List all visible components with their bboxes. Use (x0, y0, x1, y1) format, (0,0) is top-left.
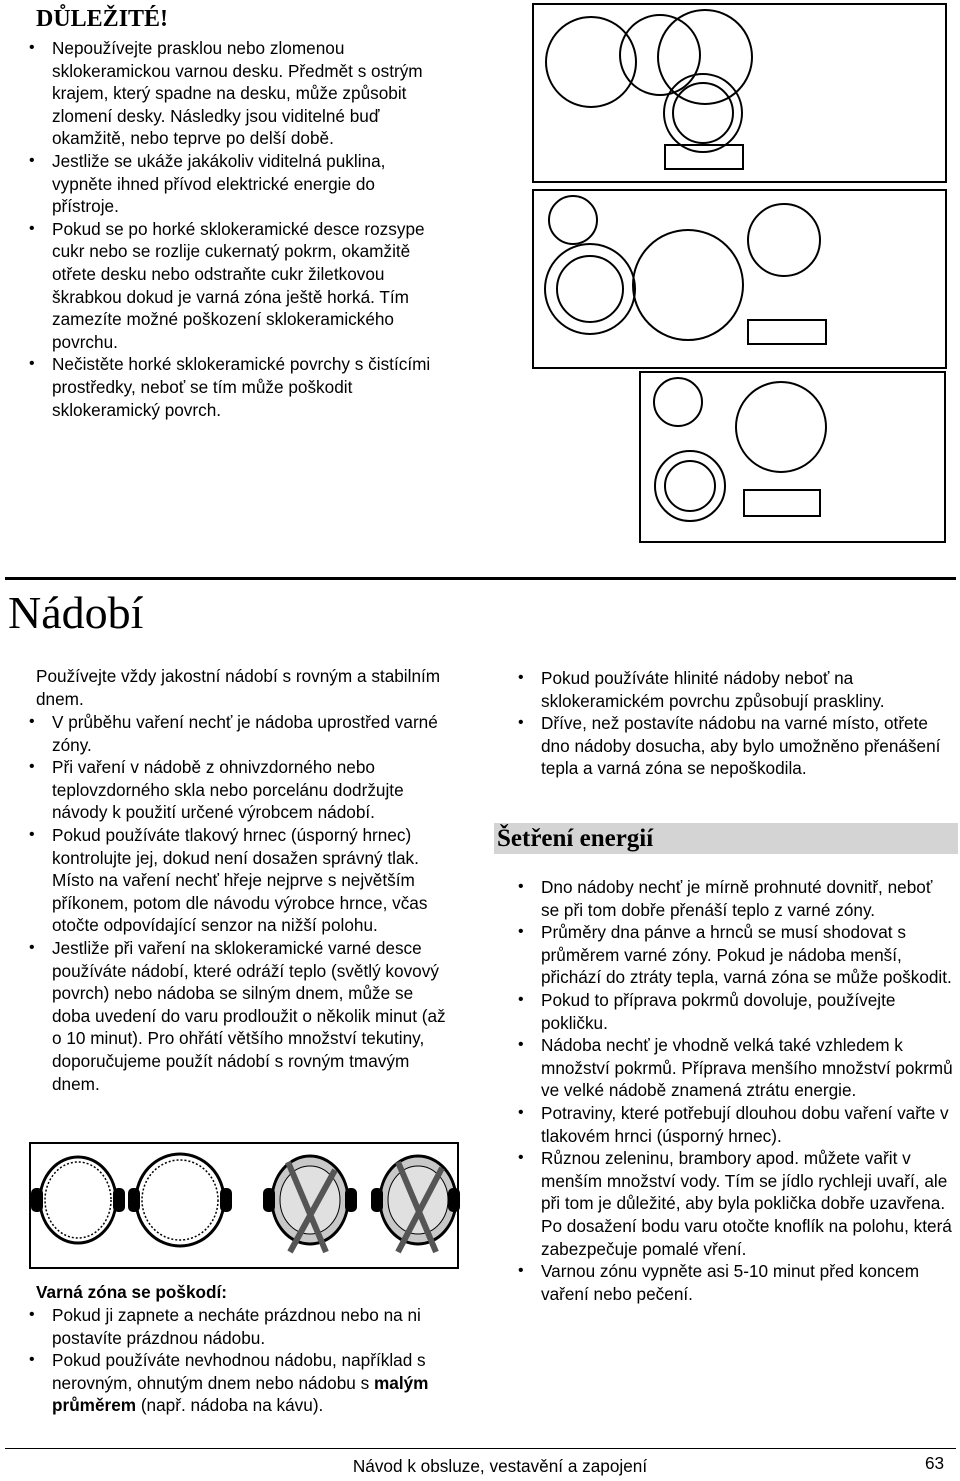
hob-3-zone-bottom-left-inner (665, 461, 715, 511)
important-item-3: • Pokud se po horké sklokeramické desce rozsype cukr nebo se rozlije cukernatý pokrm, okamžitě otřete desku nebo odstraňte cukr žiletkovou škrabkou dokud je varná zóna ještě horká. Tím zamezíte možné poškození sklokeramického povrchu. (36, 218, 431, 354)
pot-placement-illustration (0, 1140, 470, 1275)
energy-item-6: • Různou zeleninu, brambory apod. můžete vařit v menším množství vody. Tím se jídlo rychleji uvaří, ale při tom je důležité, aby byla poklička dobře uzavřena. Po dosažení bodu varu otočte knoflík na polohu, která zabezpečuje pomalé vření. (525, 1147, 955, 1260)
pot-wrong-1 (263, 1156, 357, 1252)
hob-1-control-panel (665, 145, 743, 169)
cookware-item-3: • Pokud používáte tlakový hrnec (úsporný hrnec) kontrolujte jej, dokud není dosažen správný tlak. Místo na vaření nechť hřeje nejprve s největším příkonem, potom dle návodu výrobce hrnce, včas otočte odpovídající senzor na nižší polohu. (36, 824, 446, 937)
hob-2-zone-right (748, 204, 820, 276)
damage-item-2-bold: malým průměrem (52, 1372, 429, 1416)
energy-item-4: • Nádoba nechť je vhodně velká také vzhledem k množství pokrmů. Příprava menšího množství pokrmů ve velké nádobě znamená ztrátu energie. (525, 1034, 955, 1102)
important-item-2: • Jestliže se ukáže jakákoliv viditelná puklina, vypněte ihned přívod elektrické energie do přístroje. (36, 150, 431, 218)
important-heading: DŮLEŽITÉ! (36, 6, 169, 32)
cookware-heading: Nádobí (8, 587, 144, 638)
damage-item-1: • Pokud ji zapnete a necháte prázdnou nebo na ni postavíte prázdnou nádobu. (36, 1304, 456, 1349)
hob-2-zone-center (633, 230, 743, 340)
energy-item-1: • Dno nádoby nechť je mírně prohnuté dovnitř, neboť se při tom dobře přenáší teplo z varné zóny. (525, 876, 955, 921)
cookware-intro: Používejte vždy jakostní nádobí s rovným a stabilním dnem. (36, 666, 441, 709)
energy-item-2: • Průměry dna pánve a hrnců se musí shodovat s průměrem varné zóny. Pokud je nádoba menší, přichází do ztráty tepla, varná zóna se může poškodit. (525, 921, 955, 989)
section-rule-top (5, 577, 956, 580)
hob-1-zone-bottom-inner (673, 83, 733, 143)
hob-2-zone-top-left (549, 196, 597, 244)
cookware-item-1: • V průběhu vaření nechť je nádoba uprostřed varné zóny. (36, 711, 446, 756)
energy-list (525, 876, 955, 1305)
cookware-item-2: • Při vaření v nádobě z ohnivzdorného nebo teplovzdorného skla nebo porcelánu dodržujte návody k použití určené výrobcem nádobí. (36, 756, 446, 824)
energy-item-7: • Varnou zónu vypněte asi 5-10 minut před koncem vaření nebo pečení. (525, 1260, 955, 1305)
cookware-item-4: • Jestliže při vaření na sklokeramické varné desce používáte nádobí, které odráží teplo (světlý kovový povrch) nebo nádoba se silným dnem, může se doba uvedení do varu prodloužit o několik minut (až o 10 minut). Pro ohřátí většího množství tekutiny, doporučujeme použít nádobí s rovným tmavým dnem. (36, 937, 446, 1095)
hob-3-zone-right (736, 382, 826, 472)
hob-2-zone-bottom-left-outer (545, 244, 635, 334)
hob-layout-diagrams (0, 0, 960, 560)
hob-2-outline (533, 190, 946, 368)
right-item-2: • Dříve, než postavíte nádobu na varné místo, otřete dno nádoby dosucha, aby bylo umožněno přenášení tepla a varná zóna se nepoškodila. (525, 712, 955, 780)
footer-text: Návod k obsluze, vestavění a zapojení (352, 1456, 648, 1476)
damage-heading: Varná zóna se poškodí: (36, 1282, 228, 1302)
right-cookware-list (525, 667, 955, 780)
energy-item-3: • Pokud to příprava pokrmů dovoluje, používejte pokličku. (525, 989, 955, 1034)
hob-2-control-panel (748, 320, 826, 344)
right-item-1: • Pokud používáte hlinité nádoby neboť na sklokeramickém povrchu způsobují praskliny. (525, 667, 955, 712)
energy-heading: Šetření energií (494, 823, 958, 854)
energy-item-5: • Potraviny, které potřebují dlouhou dobu vaření vařte v tlakovém hrnci (úsporný hrnec). (525, 1102, 955, 1147)
important-item-1: • Nepoužívejte prasklou nebo zlomenou sklokeramickou varnou desku. Předmět s ostrým krajem, který spadne na desku, může způsobit zlomení desky. Následky jsou viditelné buď okamžitě, nebo teprve po delší době. (36, 37, 431, 150)
pot-correct-1 (31, 1157, 125, 1243)
pot-wrong-2 (371, 1156, 460, 1252)
hob-1-outline (533, 4, 946, 182)
hob-1-zone-bottom-outer (664, 74, 742, 152)
hob-2-zone-bottom-left-inner (557, 256, 623, 322)
damage-list (36, 1304, 456, 1417)
important-item-4: • Nečistěte horké sklokeramické povrchy s čistícími prostředky, neboť se tím může poškodit sklokeramický povrch. (36, 353, 431, 421)
page-number: 63 (925, 1453, 945, 1473)
damage-item-2: • Pokud používáte nevhodnou nádobu, například s nerovným, ohnutým dnem nebo nádobu s malým průměrem (např. nádoba na kávu). (36, 1349, 456, 1417)
cookware-list (36, 711, 446, 1095)
hob-1-zone-left (546, 17, 636, 107)
hob-3-control-panel (744, 490, 820, 516)
hob-3-zone-top-left (654, 378, 702, 426)
pot-correct-2 (128, 1154, 232, 1246)
hob-1-zone-ring-outer (620, 15, 700, 95)
footer-rule (5, 1448, 956, 1449)
